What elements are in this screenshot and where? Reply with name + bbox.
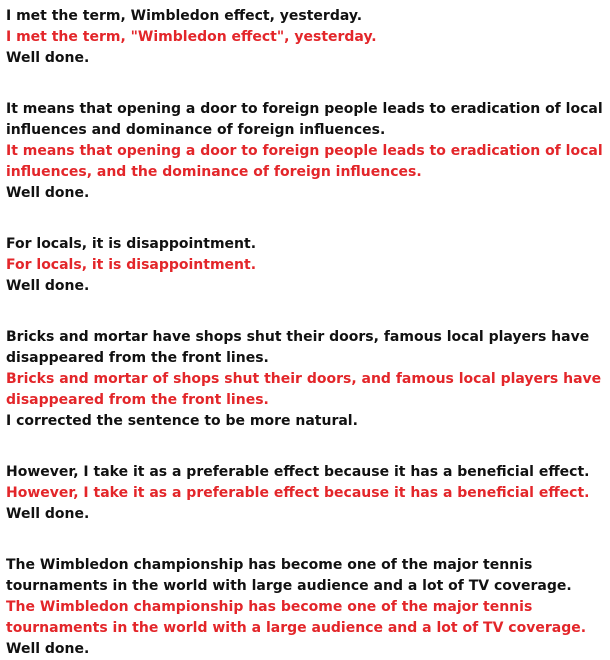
original-sentence: The Wimbledon championship has become one of the major tennis tournaments in the world with large audience and a lot of TV coverage. — [6, 557, 572, 594]
feedback-comment: Well done. — [6, 50, 90, 66]
original-sentence: For locals, it is disappointment. — [6, 236, 257, 252]
feedback-comment: Well done. — [6, 278, 90, 294]
correction-block-2 — [6, 99, 606, 204]
correction-block-5 — [6, 462, 606, 525]
corrected-sentence: It means that opening a door to foreign people leads to eradication of local influences, and the dominance of foreign influences. — [6, 143, 603, 180]
correction-block-1 — [6, 6, 606, 69]
original-sentence: It means that opening a door to foreign people leads to eradication of local influences and dominance of foreign influences. — [6, 101, 603, 138]
corrected-sentence: However, I take it as a preferable effect because it has a beneficial effect. — [6, 485, 590, 501]
feedback-comment: I corrected the sentence to be more natural. — [6, 413, 358, 429]
original-sentence: I met the term, Wimbledon effect, yesterday. — [6, 8, 363, 24]
feedback-comment: Well done. — [6, 506, 90, 522]
corrected-sentence: Bricks and mortar of shops shut their doors, and famous local players have disappeared from the front lines. — [6, 371, 602, 408]
corrected-sentence: I met the term, "Wimbledon effect", yesterday. — [6, 29, 377, 45]
corrected-sentence: The Wimbledon championship has become one of the major tennis tournaments in the world with a large audience and a lot of TV coverage. — [6, 599, 587, 636]
original-sentence: Bricks and mortar have shops shut their doors, famous local players have disappeared from the front lines. — [6, 329, 590, 366]
correction-block-4 — [6, 327, 606, 432]
original-sentence: However, I take it as a preferable effect because it has a beneficial effect. — [6, 464, 590, 480]
corrected-sentence: For locals, it is disappointment. — [6, 257, 257, 273]
correction-block-3 — [6, 234, 606, 297]
feedback-comment: Well done. — [6, 641, 90, 657]
correction-block-6 — [6, 555, 606, 660]
feedback-comment: Well done. — [6, 185, 90, 201]
